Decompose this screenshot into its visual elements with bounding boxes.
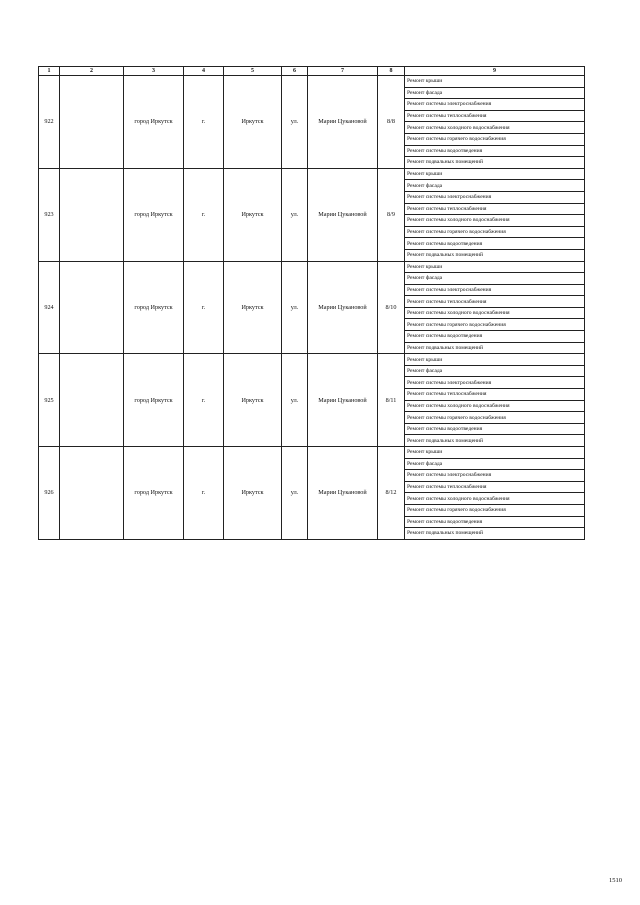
header-row <box>39 67 585 76</box>
work-item: Ремонт системы теплоснабжения <box>405 110 585 122</box>
work-item: Ремонт крыши <box>405 354 585 366</box>
work-item: Ремонт подвальных помещений <box>405 249 585 261</box>
settlement-type-cell: г. <box>184 354 224 447</box>
street-cell: Марии Цукановой <box>308 354 378 447</box>
municipality-cell: город Иркутск <box>124 168 184 261</box>
work-item: Ремонт системы холодного водоснабжения <box>405 215 585 227</box>
work-item: Ремонт фасада <box>405 365 585 377</box>
settlement-cell: Иркутск <box>224 447 282 540</box>
settlement-cell: Иркутск <box>224 261 282 354</box>
table-row <box>39 168 585 180</box>
work-item: Ремонт фасада <box>405 458 585 470</box>
work-item: Ремонт подвальных помещений <box>405 528 585 540</box>
work-item: Ремонт системы холодного водоснабжения <box>405 493 585 505</box>
header-cell: 4 <box>184 67 224 76</box>
municipality-cell: город Иркутск <box>124 76 184 169</box>
empty-cell <box>60 76 124 169</box>
settlement-type-cell: г. <box>184 168 224 261</box>
header-cell: 1 <box>39 67 60 76</box>
street-type-cell: ул. <box>282 76 308 169</box>
settlement-type-cell: г. <box>184 261 224 354</box>
house-number-cell: 8/11 <box>378 354 405 447</box>
work-item: Ремонт крыши <box>405 76 585 88</box>
record-number: 924 <box>39 261 60 354</box>
municipality-cell: город Иркутск <box>124 261 184 354</box>
municipality-cell: город Иркутск <box>124 447 184 540</box>
work-item: Ремонт системы горячего водоснабжения <box>405 133 585 145</box>
empty-cell <box>60 261 124 354</box>
house-number-cell: 8/10 <box>378 261 405 354</box>
table-row <box>39 76 585 88</box>
work-item: Ремонт системы горячего водоснабжения <box>405 412 585 424</box>
work-item: Ремонт системы горячего водоснабжения <box>405 319 585 331</box>
street-type-cell: ул. <box>282 168 308 261</box>
work-item: Ремонт системы теплоснабжения <box>405 481 585 493</box>
settlement-type-cell: г. <box>184 447 224 540</box>
header-cell: 9 <box>405 67 585 76</box>
municipality-cell: город Иркутск <box>124 354 184 447</box>
work-item: Ремонт системы водоотведения <box>405 331 585 343</box>
house-number-cell: 8/9 <box>378 168 405 261</box>
street-type-cell: ул. <box>282 447 308 540</box>
header-cell: 8 <box>378 67 405 76</box>
settlement-cell: Иркутск <box>224 354 282 447</box>
header-cell: 2 <box>60 67 124 76</box>
work-item: Ремонт системы электроснабжения <box>405 377 585 389</box>
record-number: 925 <box>39 354 60 447</box>
street-type-cell: ул. <box>282 354 308 447</box>
work-item: Ремонт системы теплоснабжения <box>405 203 585 215</box>
header-cell: 3 <box>124 67 184 76</box>
street-cell: Марии Цукановой <box>308 76 378 169</box>
work-item: Ремонт крыши <box>405 261 585 273</box>
register-table <box>38 66 585 540</box>
work-item: Ремонт крыши <box>405 168 585 180</box>
house-number-cell: 8/12 <box>378 447 405 540</box>
house-number-cell: 8/8 <box>378 76 405 169</box>
table-row <box>39 261 585 273</box>
settlement-cell: Иркутск <box>224 76 282 169</box>
work-item: Ремонт подвальных помещений <box>405 342 585 354</box>
work-item: Ремонт крыши <box>405 447 585 459</box>
work-item: Ремонт системы горячего водоснабжения <box>405 504 585 516</box>
work-item: Ремонт системы теплоснабжения <box>405 296 585 308</box>
work-item: Ремонт фасада <box>405 180 585 192</box>
work-item: Ремонт системы холодного водоснабжения <box>405 400 585 412</box>
work-item: Ремонт системы водоотведения <box>405 238 585 250</box>
work-item: Ремонт фасада <box>405 273 585 285</box>
street-type-cell: ул. <box>282 261 308 354</box>
work-item: Ремонт системы холодного водоснабжения <box>405 307 585 319</box>
empty-cell <box>60 354 124 447</box>
settlement-type-cell: г. <box>184 76 224 169</box>
work-item: Ремонт системы холодного водоснабжения <box>405 122 585 134</box>
work-item: Ремонт системы электроснабжения <box>405 470 585 482</box>
work-item: Ремонт системы горячего водоснабжения <box>405 226 585 238</box>
empty-cell <box>60 447 124 540</box>
work-item: Ремонт фасада <box>405 87 585 99</box>
work-item: Ремонт системы водоотведения <box>405 516 585 528</box>
settlement-cell: Иркутск <box>224 168 282 261</box>
street-cell: Марии Цукановой <box>308 168 378 261</box>
record-number: 926 <box>39 447 60 540</box>
work-item: Ремонт системы электроснабжения <box>405 191 585 203</box>
work-item: Ремонт системы водоотведения <box>405 145 585 157</box>
table-body <box>39 76 585 540</box>
street-cell: Марии Цукановой <box>308 261 378 354</box>
record-number: 922 <box>39 76 60 169</box>
work-item: Ремонт системы электроснабжения <box>405 284 585 296</box>
street-cell: Марии Цукановой <box>308 447 378 540</box>
work-item: Ремонт подвальных помещений <box>405 157 585 169</box>
work-item: Ремонт подвальных помещений <box>405 435 585 447</box>
work-item: Ремонт системы водоотведения <box>405 423 585 435</box>
table-row <box>39 447 585 459</box>
header-cell: 6 <box>282 67 308 76</box>
page-number: 1510 <box>609 877 622 884</box>
empty-cell <box>60 168 124 261</box>
work-item: Ремонт системы теплоснабжения <box>405 389 585 401</box>
header-cell: 5 <box>224 67 282 76</box>
record-number: 923 <box>39 168 60 261</box>
table-row <box>39 354 585 366</box>
header-cell: 7 <box>308 67 378 76</box>
work-item: Ремонт системы электроснабжения <box>405 99 585 111</box>
